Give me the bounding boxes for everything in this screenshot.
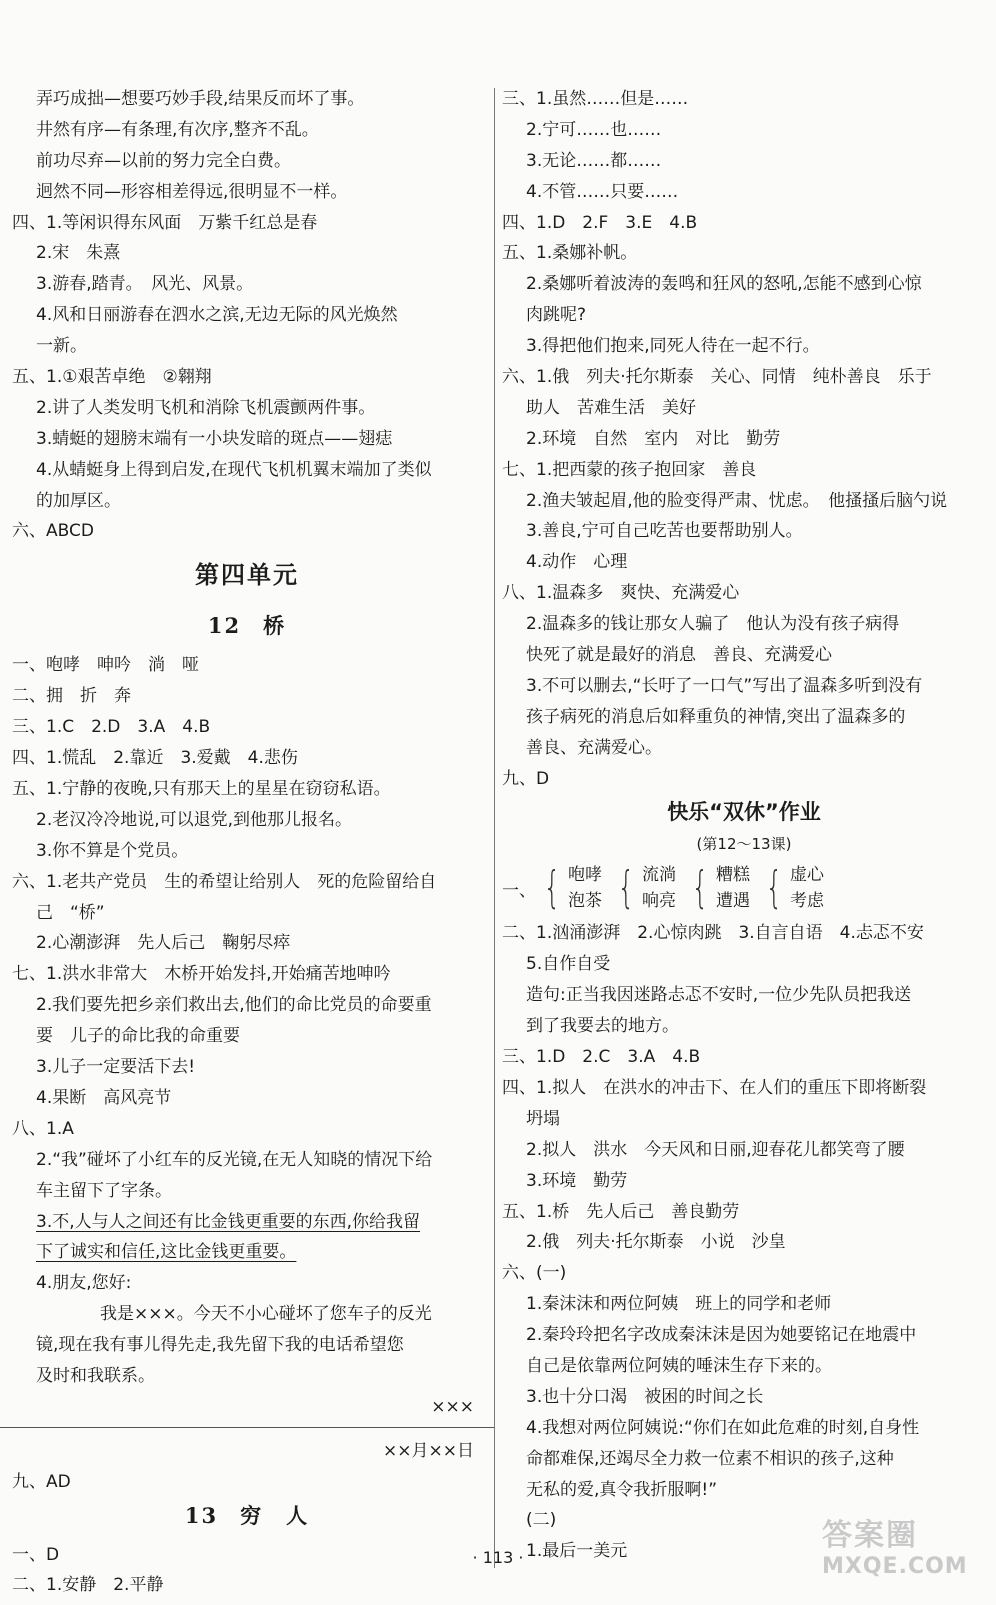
left-brace-icon: { (765, 862, 783, 914)
answer-line: 六、ABCD (12, 521, 94, 542)
answer-line: 2.宁可……也…… (526, 119, 662, 140)
answer-line: 八、1.温森多 爽快、充满爱心 (502, 583, 740, 604)
unit-title: 第四单元 (195, 560, 299, 590)
letter-body: 及时和我联系。 (36, 1365, 155, 1386)
answer-line: 善良、充满爱心。 (526, 737, 662, 758)
letter-body: 我是×××。今天不小心碰坏了您车子的反光 (100, 1304, 432, 1325)
answer-line: 六、(一) (502, 1263, 567, 1284)
word: 考虑 (790, 891, 824, 912)
answer-line: (二) (526, 1510, 557, 1531)
answer-line: 2.秦玲玲把名字改成秦沫沫是因为她要铭记在地震中 (526, 1325, 917, 1346)
word: 遭遇 (716, 891, 750, 912)
answer-line: 助人 苦难生活 美好 (526, 397, 696, 418)
answer-line: 造句:正当我因迷路忐忑不安时,一位少先队员把我送 (526, 985, 912, 1006)
answer-line: 3.无论……都…… (526, 150, 662, 171)
answer-line: 要 儿子的命比我的命重要 (36, 1026, 240, 1047)
answer-line: 5.自作自受 (526, 954, 611, 975)
answer-line: 3.儿子一定要活下去! (36, 1057, 196, 1078)
word-pair (760, 862, 824, 914)
word: 响亮 (642, 891, 676, 912)
answer-line: 一、咆哮 呻吟 淌 哑 (12, 655, 199, 676)
answer-line: 七、1.把西蒙的孩子抱回家 善良 (502, 459, 757, 480)
answer-line: 二、拥 折 奔 (12, 686, 131, 707)
answer-line: 2.环境 自然 室内 对比 勤劳 (526, 428, 781, 449)
answer-line: 2.老汉冷冷地说,可以退党,到他那儿报名。 (36, 809, 353, 830)
separator-line (0, 1427, 494, 1428)
word-pair (686, 862, 750, 914)
answer-line: 4.果断 高风亮节 (36, 1087, 172, 1108)
lesson-13-title (12, 1502, 482, 1530)
answer-line: 四、1.D 2.F 3.E 4.B (502, 212, 698, 233)
word-pair (612, 862, 676, 914)
question-label: 一、 (502, 880, 536, 901)
answer-line: 3.环境 勤劳 (526, 1170, 628, 1191)
left-brace-icon: { (543, 862, 561, 914)
answer-line: 八、1.A (12, 1118, 74, 1139)
underlined-answer-line: 下了诚实和信任,这比金钱更重要。 (36, 1242, 297, 1263)
answer-line: 九、AD (12, 1471, 71, 1492)
letter-date: ××月××日 (383, 1440, 474, 1461)
answer-line: 一、D (12, 1544, 60, 1565)
answer-line: 2.俄 列夫·托尔斯泰 小说 沙皇 (526, 1232, 786, 1253)
answer-line: 前功尽弃—以前的努力完全白费。 (36, 150, 291, 171)
lesson-number: 12 (207, 613, 242, 639)
answer-line: 4.从蜻蜓身上得到启发,在现代飞机机翼末端加了类似 (36, 459, 432, 480)
answer-line: 迥然不同—形容相差得远,很明显不一样。 (36, 181, 348, 202)
word: 糟糕 (716, 865, 750, 886)
letter-signature: ××× (431, 1396, 474, 1417)
answer-line: 九、D (502, 768, 550, 789)
answer-line: 2.桑娜听着波涛的轰鸣和狂风的怒吼,怎能不感到心惊 (526, 274, 922, 295)
answer-line: 2.温森多的钱让那女人骗了 他认为没有孩子病得 (526, 614, 900, 635)
lesson-name: 穷 人 (240, 1502, 310, 1528)
letter-body: 镜,现在我有事儿得先走,我先留下我的电话希望您 (36, 1335, 404, 1356)
lesson-number: 13 (184, 1502, 219, 1528)
underlined-answer-line: 3.不,人与人之间还有比金钱更重要的东西,你给我留 (36, 1211, 421, 1232)
answer-line: 二、1.安静 2.平静 (12, 1575, 164, 1596)
answer-line: 3.你不算是个党员。 (36, 840, 189, 861)
answer-line: 七、1.洪水非常大 木桥开始发抖,开始痛苦地呻吟 (12, 964, 391, 985)
answer-line: 五、1.宁静的夜晚,只有那天上的星星在窃窃私语。 (12, 779, 391, 800)
answer-line: 4.不管……只要…… (526, 181, 679, 202)
answer-line: 的加厚区。 (36, 490, 121, 511)
answer-line: 快死了就是最好的消息 善良、充满爱心 (526, 645, 832, 666)
letter-greeting: 4.朋友,您好: (36, 1273, 132, 1294)
answer-line: 四、1.拟人 在洪水的冲击下、在人们的重压下即将断裂 (502, 1077, 927, 1098)
answer-line: 无私的爱,真令我折服啊!” (526, 1479, 718, 1500)
lesson-12-title (12, 612, 482, 640)
answer-line: 3.不可以删去,“长吁了一口气”写出了温森多听到没有 (526, 675, 923, 696)
answer-line: 4.风和日丽游春在泗水之滨,无边无际的风光焕然 (36, 305, 398, 326)
word: 泡茶 (568, 891, 602, 912)
answer-line: 车主留下了字条。 (36, 1180, 172, 1201)
answer-line: 2.宋 朱熹 (36, 243, 121, 264)
word-pair-group (502, 862, 986, 914)
answer-line: 2.我们要先把乡亲们救出去,他们的命比党员的命要重 (36, 995, 432, 1016)
word: 流淌 (642, 865, 676, 886)
answer-line: 孩子病死的消息后如释重负的神情,突出了温森多的 (526, 706, 906, 727)
answer-line: 1.秦沫沫和两位阿姨 班上的同学和老师 (526, 1294, 832, 1315)
answer-line: 井然有序—有条理,有次序,整齐不乱。 (36, 119, 319, 140)
lesson-name: 桥 (263, 613, 287, 639)
answer-line: 三、1.C 2.D 3.A 4.B (12, 717, 211, 738)
answer-line: 1.最后一美元 (526, 1541, 628, 1562)
answer-line: 4.动作 心理 (526, 552, 628, 573)
answer-line: 到了我要去的地方。 (526, 1016, 679, 1037)
answer-line: 命都难保,还竭尽全力救一位素不相识的孩子,这种 (526, 1448, 894, 1469)
answer-line: 弄巧成拙—想要巧妙手段,结果反而坏了事。 (36, 89, 365, 109)
answer-line: 3.善良,宁可自己吃苦也要帮助别人。 (526, 521, 803, 542)
answer-line: 肉跳呢? (526, 305, 587, 326)
answer-line: 二、1.汹涌澎湃 2.心惊肉跳 3.自言自语 4.忐忑不安 (502, 923, 924, 944)
left-brace-icon: { (617, 862, 635, 914)
left-column (12, 88, 482, 1605)
answer-line: 2.心潮澎湃 先人后己 鞠躬尽瘁 (36, 933, 291, 954)
watermark-text: 答案圈 (822, 1518, 918, 1553)
answer-line: 3.得把他们抱来,同死人待在一起不行。 (526, 336, 820, 357)
watermark-url: MXQE.COM (822, 1554, 968, 1579)
answer-line: 五、1.桥 先人后己 善良勤劳 (502, 1201, 740, 1222)
left-brace-icon: { (691, 862, 709, 914)
answer-line: 三、1.虽然……但是…… (502, 89, 689, 109)
column-divider (494, 88, 495, 1568)
answer-line: 五、1.桑娜补帆。 (502, 243, 638, 264)
watermark-logo (822, 1510, 982, 1586)
answer-line: 2.“我”碰坏了小红车的反光镜,在无人知晓的情况下给 (36, 1149, 433, 1170)
answer-line: 四、1.慌乱 2.靠近 3.爱戴 4.悲伤 (12, 748, 298, 769)
page-number: · 113 · (472, 1548, 524, 1567)
answer-line: 2.讲了人类发明飞机和消除飞机震颤两件事。 (36, 397, 376, 418)
word-pair (538, 862, 602, 914)
answer-line: 六、1.俄 列夫·托尔斯泰 关心、同情 纯朴善良 乐于 (502, 367, 932, 388)
answer-line: 2.渔夫皱起眉,他的脸变得严肃、忧虑。 他搔搔后脑勺说 (526, 490, 948, 511)
answer-line: 六、1.老共产党员 生的希望让给别人 死的危险留给自 (12, 871, 437, 892)
word: 咆哮 (568, 865, 602, 886)
answer-line: 四、1.等闲识得东风面 万紫千红总是春 (12, 212, 318, 233)
answer-line: 自己是依靠两位阿姨的唾沫生存下来的。 (526, 1355, 832, 1376)
answer-line: 三、1.D 2.C 3.A 4.B (502, 1047, 701, 1068)
answer-line: 2.拟人 洪水 今天风和日丽,迎春花儿都笑弯了腰 (526, 1139, 905, 1160)
answer-line: 4.我想对两位阿姨说:“你们在如此危难的时刻,自身性 (526, 1417, 920, 1438)
answer-line: 3.蜻蜓的翅膀末端有一小块发暗的斑点——翅痣 (36, 428, 393, 449)
answer-line: 3.也十分口渴 被困的时间之长 (526, 1386, 764, 1407)
answer-line: 3.游春,踏青。 风光、风景。 (36, 274, 254, 295)
word: 虚心 (790, 865, 824, 886)
answer-line: 一新。 (36, 336, 87, 357)
homework-subtitle: (第12～13课) (696, 835, 792, 854)
answer-line: 五、1.①艰苦卓绝 ②翱翔 (12, 367, 212, 388)
answer-line: 坍塌 (526, 1108, 560, 1129)
answer-line: 己 “桥” (36, 902, 105, 923)
right-column (502, 88, 986, 1571)
homework-title: 快乐“双休”作业 (667, 800, 821, 825)
